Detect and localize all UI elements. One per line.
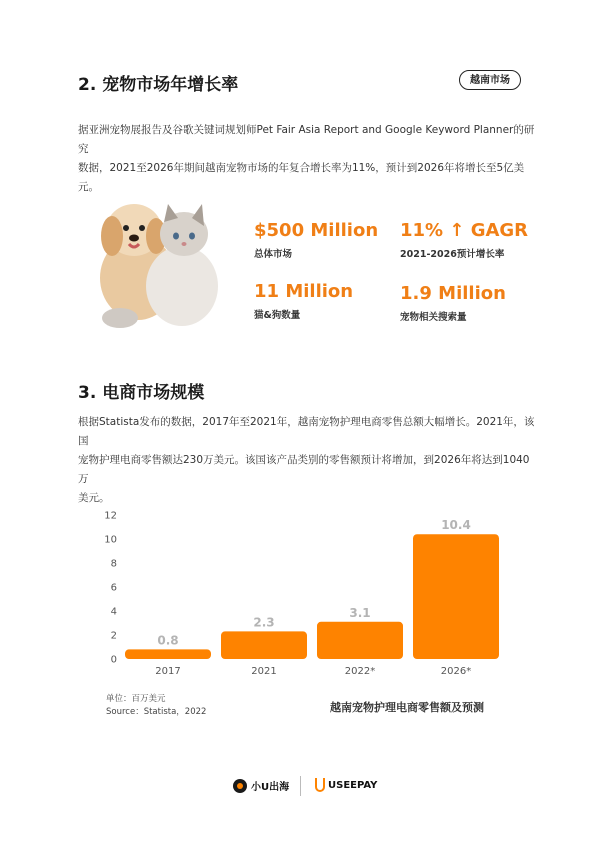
section-title: 2. 宠物市场年增长率 (78, 75, 239, 95)
xiaou-logo-icon (233, 779, 247, 793)
paragraph-line: 根据Statista发布的数据，2017年至2021年，越南宠物护理电商零售总额大幅增长。2021年，该国 (78, 416, 535, 447)
y-tick-label: 6 (110, 582, 117, 594)
stat-value: 11 Million (254, 281, 354, 302)
bar (125, 649, 211, 659)
stat-value: $500 Million (254, 220, 379, 241)
stat-value: 11% ↑ GAGR (400, 220, 529, 241)
bar (221, 631, 307, 659)
x-tick-label: 2017 (155, 666, 181, 677)
brand-name: 小U出海 (251, 782, 290, 793)
y-tick-label: 8 (110, 558, 117, 570)
stat-label: 总体市场 (254, 249, 293, 260)
stat-value: 1.9 Million (400, 283, 506, 304)
useepay-logo-icon (315, 778, 325, 792)
stat-label: 宠物相关搜索量 (400, 312, 467, 323)
bar (317, 622, 403, 659)
unit-note: 单位：百万美元 (106, 694, 166, 704)
paragraph-line: 宠物护理电商零售额达230万美元。该国该产品类别的零售额预计将增加，到2026年将达到1040万 (78, 454, 530, 485)
y-tick-label: 2 (110, 630, 117, 642)
y-tick-label: 4 (110, 606, 117, 618)
stat-label: 2021-2026预计增长率 (400, 249, 505, 260)
stat-label: 猫&狗数量 (254, 310, 301, 321)
x-tick-label: 2026* (440, 666, 472, 677)
chart-title: 越南宠物护理电商零售额及预测 (330, 701, 484, 714)
brand-name: USEEPAY (328, 779, 378, 791)
bar-value-label: 10.4 (441, 518, 471, 533)
paragraph-line: 数据，2021至2026年期间越南宠物市场的年复合增长率为11%，预计到2026年将增长至5亿美元。 (78, 162, 525, 193)
x-tick-label: 2021 (251, 666, 277, 677)
x-tick-label: 2022* (344, 666, 376, 677)
paragraph-line: 据亚洲宠物展报告及谷歌关键词规划师Pet Fair Asia Report and Google Keyword Planner的研究 (78, 124, 535, 155)
market-tag: 越南市场 (459, 70, 521, 90)
section-title: 3. 电商市场规模 (78, 383, 205, 403)
bar-value-label: 3.1 (349, 605, 371, 620)
bar-value-label: 0.8 (157, 633, 179, 648)
y-tick-label: 12 (104, 510, 117, 522)
bar-value-label: 2.3 (253, 615, 275, 630)
bar (413, 534, 499, 659)
y-tick-label: 0 (110, 654, 117, 666)
brand-useepay (315, 778, 377, 792)
source-note: Source：Statista，2022 (106, 707, 207, 717)
y-tick-label: 10 (104, 534, 117, 546)
footer-divider (300, 776, 301, 796)
brand-xiaou (233, 778, 289, 793)
paragraph-line: 美元。 (78, 492, 110, 504)
